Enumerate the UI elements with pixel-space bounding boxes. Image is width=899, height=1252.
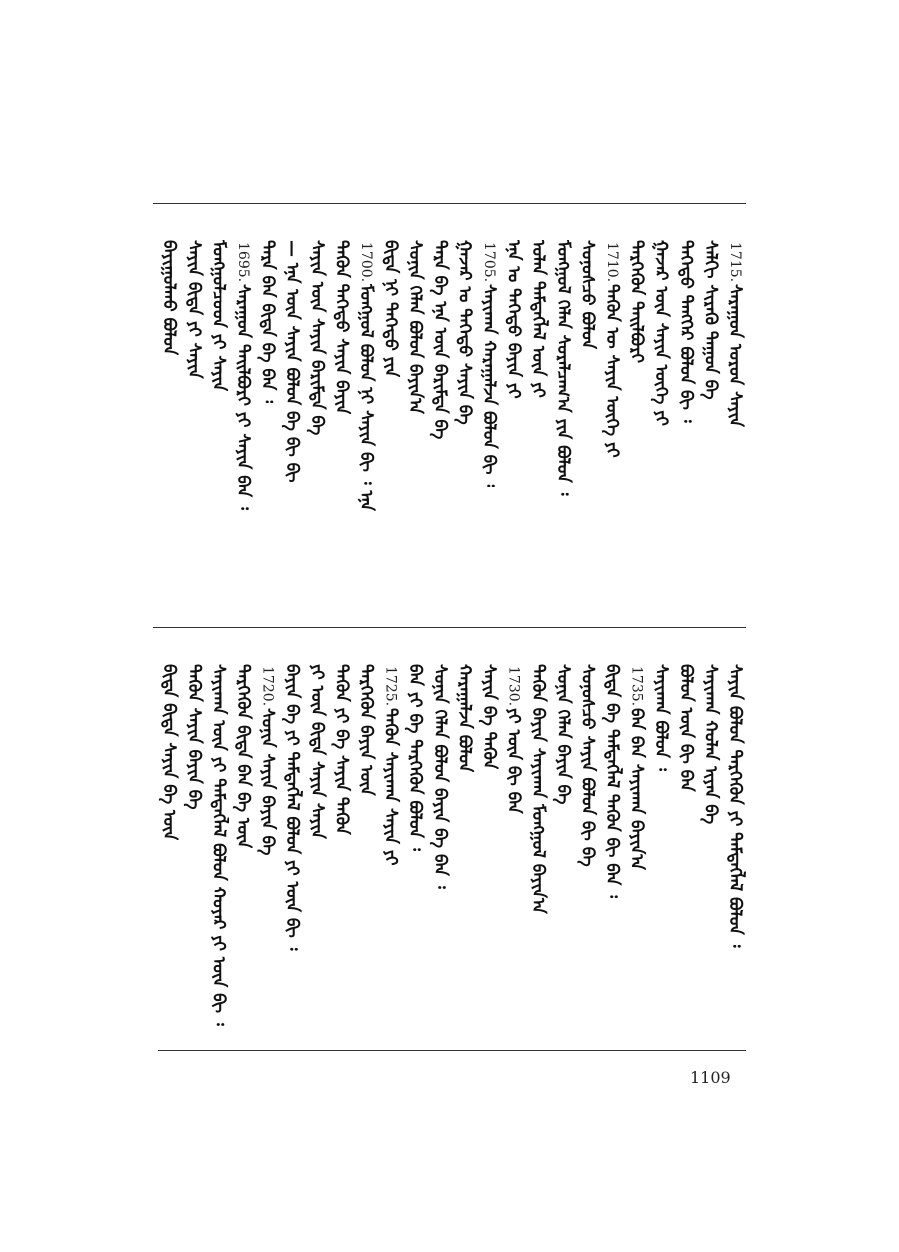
line-text: ᠡᠨᠡ ᠣ ᠳᠡᠭᠡᠳᠦ ᠪᠠᠶᠢᠨ ᠶᠢ xyxy=(503,240,524,399)
verse-line xyxy=(306,660,328,1040)
line-number: 1730. xyxy=(505,666,522,707)
top-rule xyxy=(153,203,746,204)
verse-line xyxy=(503,660,525,1040)
verse-line xyxy=(675,236,697,616)
line-text: ᠲᠡᠭᠦᠨ ᠦ ᠰᠠᠶᠢᠨ ᠦᠭᠡ ᠶᠢ xyxy=(602,284,622,458)
line-text: ᠰᠣᠨᠢᠨ ᠬᠡᠯᠡᠨ ᠪᠤᠯᠤᠨ ᠪᠠᠶᠢᠨ᠎ᠠ xyxy=(405,240,426,415)
verse-line xyxy=(330,236,352,616)
line-text: ᠲᠡᠷᠡ ᠪᠠ ᠡᠨᠡ ᠦᠨ ᠪᠠᠷᠢᠮᠲᠠ ᠪᠠ xyxy=(429,240,450,440)
line-text: ᠬᠠᠷᠠᠭᠠᠯᠵᠠ ᠪᠣᠯᠤᠨ xyxy=(454,664,475,773)
verse-line xyxy=(527,660,549,1040)
verse-line xyxy=(552,660,574,1040)
line-text: ᠳᠡᠭᠡᠳᠦ ᠲᠡᠩᠭᠡᠷ ᠪᠣᠯᠤᠨ ᠪᠢ ᠄ xyxy=(675,240,696,423)
verse-line xyxy=(478,236,500,616)
verse-line xyxy=(724,660,746,1040)
bottom-rule xyxy=(158,1050,746,1051)
line-text: ᠰᠠᠶᠢᠨ ᠦᠨ ᠰᠠᠶᠢᠨ ᠪᠠᠷᠢᠮᠲᠠ ᠪᠠ xyxy=(306,240,327,436)
line-text: ᠰᠠᠶᠢᠨ ᠪᠣᠯᠤᠨ ᠲᠡᠷᠭᠡᠭᠦᠨ ᠶᠢ ᠲᠡᠮᠳᠡᠭᠯᠡᠯ ᠪᠣᠯᠤᠨ ᠄ xyxy=(725,664,745,948)
verse-line xyxy=(404,236,426,616)
line-text: ᠣᠯᠠᠨ ᠲᠡᠮᠳᠡᠭᠯᠡᠯ ᠦᠨ ᠶᠢ xyxy=(528,240,549,398)
line-text: ᠰᠠᠶᠢᠨ ᠪᠠ ᠲᠡᠭᠦᠨ xyxy=(479,664,499,770)
line-text: ᠶᠢ ᠦᠨ ᠪᠢ ᠪᠠᠨ xyxy=(503,708,524,814)
verse-line xyxy=(380,660,402,1040)
verse-line xyxy=(699,236,721,616)
line-text: ᠰᠣᠨᠢᠨ ᠰᠠᠶᠢᠨ ᠪᠠᠶᠢᠨ ᠪᠠ xyxy=(257,708,278,856)
verse-line xyxy=(355,236,377,616)
line-number: 1705. xyxy=(481,242,497,283)
line-text: ᠭᠠᠵᠠᠷ ᠦᠨ ᠰᠠᠶᠢᠨ ᠦᠭᠡ ᠶᠢ xyxy=(651,240,672,426)
line-text: ᠪᠠᠶᠢᠭᠤᠯᠬᠤ ᠪᠣᠯᠤᠨ xyxy=(159,240,180,356)
line-text: ᠮᠣᠩᠭᠣᠯ ᠬᠡᠯᠡᠨ ᠰᠤᠷᠠᠯᠴᠠᠭ᠎ᠠ ᠶᠢᠨ ᠪᠣᠯᠤᠨ ᠄ xyxy=(552,240,573,496)
verse-line xyxy=(355,660,377,1040)
line-text: ᠲᠡᠷᠭᠡᠭᠦᠨ ᠪᠠᠶᠢᠨ ᠦᠨ xyxy=(356,664,376,796)
line-number: 1715. xyxy=(727,242,743,283)
verse-line xyxy=(330,660,352,1040)
verse-line xyxy=(552,236,574,616)
verse-line xyxy=(724,236,746,616)
line-text: ᠶᠢ ᠦᠨ ᠪᠢᠳᠡ ᠰᠠᠶᠢᠨ ᠰᠠᠶᠢᠨ xyxy=(306,664,327,839)
line-number: 1700. xyxy=(358,242,374,283)
verse-line xyxy=(576,660,598,1040)
verse-line xyxy=(183,660,205,1040)
line-text: ᠰᠠᠯᠬᠢ ᠰᠢᠷᠡᠬᠦ ᠳᠠᠭᠤᠨ ᠪᠠ xyxy=(700,240,721,400)
line-text: — ᠡᠨᠡ ᠦᠨ ᠰᠠᠶᠢᠨ ᠪᠣᠯᠤᠨ ᠪᠠ ᠪᠢ ᠪᠢ xyxy=(282,240,303,483)
verse-line xyxy=(207,660,229,1040)
verse-line xyxy=(650,236,672,616)
verse-line xyxy=(478,660,500,1040)
line-text: ᠰᠠᠶᠢᠬᠠᠨ ᠬᠣᠯᠠᠨ ᠢᠶᠠᠨ ᠪᠠ xyxy=(700,664,721,825)
line-text: ᠲᠡᠷᠡ ᠪᠠᠨ ᠪᠢᠳᠡ ᠪᠠ ᠪᠠᠨ ᠄ xyxy=(257,240,278,404)
line-text: ᠲᠡᠭᠦᠨ ᠶᠢ ᠪᠠ ᠰᠠᠶᠢᠨ ᠲᠡᠭᠦᠨ xyxy=(331,664,352,835)
lower-text-block xyxy=(150,660,746,1040)
line-text: ᠮᠣᠩᠭᠣᠯ ᠪᠣᠯᠤᠨ ᠨᠢ ᠰᠠᠶᠢᠨ ᠪᠢ ᠄ ᠡᠨᠡ xyxy=(356,284,376,511)
line-number: 1695. xyxy=(235,242,251,283)
line-text: ᠰᠣᠨᠢᠨ ᠬᠡᠯᠡᠨ ᠪᠤᠯᠤᠨ ᠪᠠᠶᠢᠨ ᠪᠠ ᠪᠠᠨ ᠄ xyxy=(429,664,450,889)
line-text: ᠪᠠᠨ ᠪᠠᠨ ᠰᠠᠶᠢᠬᠠᠨ ᠪᠠᠶᠢᠨ᠎ᠠ xyxy=(626,708,647,871)
verse-line xyxy=(576,236,598,616)
verse-line xyxy=(281,236,303,616)
line-text: ᠪᠣᠯᠤᠨ ᠦᠨ ᠪᠢ ᠪᠠᠨ xyxy=(675,664,696,792)
line-number: 1720. xyxy=(259,666,276,707)
verse-line xyxy=(207,236,229,616)
line-text: ᠰᠠᠷᠠᠭᠤᠨ ᠲᠠᠢᠯᠪᠤᠷᠢ ᠶᠢ ᠰᠠᠶᠢᠨ ᠪᠠᠨ ᠄ xyxy=(233,284,253,510)
verse-line xyxy=(601,236,623,616)
verse-line xyxy=(626,236,648,616)
verse-line xyxy=(626,660,648,1040)
verse-line xyxy=(429,236,451,616)
line-text: ᠮᠣᠩᠭᠣᠯᠴᠤᠳ ᠶᠢ ᠰᠠᠶᠢᠨ xyxy=(208,240,229,392)
upper-text-block xyxy=(150,236,746,616)
verse-line xyxy=(183,236,205,616)
line-text: ᠲᠡᠷᠭᠡᠭᠦᠨ ᠲᠠᠢᠯᠪᠤᠷᠢ xyxy=(626,240,647,363)
line-number: 1725. xyxy=(382,666,399,707)
verse-line xyxy=(306,236,328,616)
verse-line xyxy=(380,236,402,616)
line-text: ᠰᠣᠨᠢᠨ ᠬᠡᠯᠡᠨ ᠪᠠᠶᠢᠨ ᠪᠠ xyxy=(552,664,573,805)
verse-line xyxy=(158,660,180,1040)
line-text: ᠪᠢᠳᠡ ᠪᠢᠳᠡ ᠰᠠᠶᠢᠨ ᠪᠠ ᠦᠨ xyxy=(159,664,180,841)
line-text: ᠪᠢᠳᠡ ᠨᠢ ᠳᠡᠭᠡᠳᠦ ᠶᠢᠨ xyxy=(380,240,401,378)
verse-line xyxy=(453,236,475,616)
verse-line xyxy=(232,236,254,616)
line-text: ᠰᠠᠶᠢᠬᠠᠨ ᠪᠣᠯᠤᠨ ᠄ xyxy=(651,664,672,771)
middle-rule xyxy=(153,627,746,628)
verse-line xyxy=(404,660,426,1040)
verse-line xyxy=(453,660,475,1040)
line-number: 1735. xyxy=(628,666,645,707)
line-text: ᠲᠡᠭᠦᠨ ᠰᠠᠶᠢᠨ ᠪᠠᠶᠢᠨ ᠪᠠ xyxy=(183,664,204,810)
line-text: ᠪᠠᠶᠢᠨ ᠪᠠ ᠶᠢ ᠲᠡᠮᠳᠡᠭᠯᠡᠯ ᠪᠣᠯᠤᠨ ᠶᠢ ᠦᠨ ᠪᠢ ᠄ xyxy=(282,664,303,951)
verse-line xyxy=(281,660,303,1040)
verse-line xyxy=(257,236,279,616)
line-text: ᠲᠡᠭᠦᠨ ᠳᠡᠭᠡᠳᠦ ᠰᠠᠶᠢᠨ ᠪᠠᠶᠢᠨ xyxy=(331,240,352,415)
page-number: 1109 xyxy=(690,1068,731,1087)
line-text: ᠪᠢᠳᠡ ᠪᠠ ᠲᠡᠮᠳᠡᠭᠯᠡᠯ ᠲᠡᠭᠦᠨ ᠪᠢ ᠪᠠᠨ ᠄ xyxy=(602,664,622,898)
verse-line xyxy=(601,660,623,1040)
line-text: ᠰᠠᠶᠢᠨ ᠪᠢᠳᠡ ᠶᠢ ᠰᠠᠶᠢᠨ xyxy=(183,240,204,379)
line-text: ᠲᠡᠭᠦᠨ ᠪᠠᠶᠢᠨ ᠰᠠᠶᠢᠬᠠᠨ ᠮᠣᠩᠭᠣᠯ ᠪᠠᠶᠢᠨ᠎ᠠ xyxy=(528,664,549,914)
verse-line xyxy=(650,660,672,1040)
line-text: ᠰᠠᠷᠠᠭᠤᠨ ᠣᠷᠣᠨ ᠰᠠᠶᠢᠨ xyxy=(725,284,745,428)
verse-line xyxy=(429,660,451,1040)
line-number: 1710. xyxy=(604,242,620,283)
line-text: ᠰᠣᠨᠤᠰᠴᠤ ᠰᠠᠶᠢᠨ ᠪᠣᠯᠤᠨ ᠪᠢ ᠪᠠ xyxy=(577,664,598,867)
line-text: ᠲᠡᠭᠦᠨ ᠰᠠᠶᠢᠬᠠᠨ ᠰᠠᠶᠢᠨ ᠶᠢ xyxy=(380,708,401,866)
line-text: ᠪᠠᠨ ᠶᠢ ᠪᠠ ᠲᠡᠷᠭᠡᠭᠦᠨ ᠪᠣᠯᠤᠨ ᠄ xyxy=(405,664,426,851)
line-text: ᠭᠠᠵᠠᠷ ᠣ ᠳᠡᠭᠡᠳᠦ ᠰᠠᠶᠢᠨ ᠪᠠ xyxy=(454,240,475,425)
verse-line xyxy=(232,660,254,1040)
line-text: ᠰᠠᠶᠢᠬᠠᠨ ᠬᠠᠷᠠᠭᠠᠯᠵᠠ ᠪᠣᠯᠤᠨ ᠪᠢ ᠄ xyxy=(479,284,499,488)
verse-line xyxy=(503,236,525,616)
line-text: ᠲᠡᠷᠭᠡᠭᠦᠨ ᠪᠢᠳᠡ ᠪᠠᠨ ᠪᠠ ᠦᠨ xyxy=(233,664,253,849)
verse-line xyxy=(527,236,549,616)
verse-line xyxy=(257,660,279,1040)
verse-line xyxy=(675,660,697,1040)
verse-line xyxy=(699,660,721,1040)
line-text: ᠰᠣᠨᠤᠰᠴᠤ ᠪᠣᠯᠤᠨ xyxy=(577,240,598,350)
line-text: ᠰᠠᠶᠢᠬᠠᠨ ᠦᠨ ᠶᠢ ᠲᠡᠮᠳᠡᠭᠯᠡᠯ ᠪᠣᠯᠤᠨ ᠬᠣᠶᠠᠷ ᠶᠢ ᠦᠨ ᠪᠢ ᠄ xyxy=(208,664,229,1026)
verse-line xyxy=(158,236,180,616)
